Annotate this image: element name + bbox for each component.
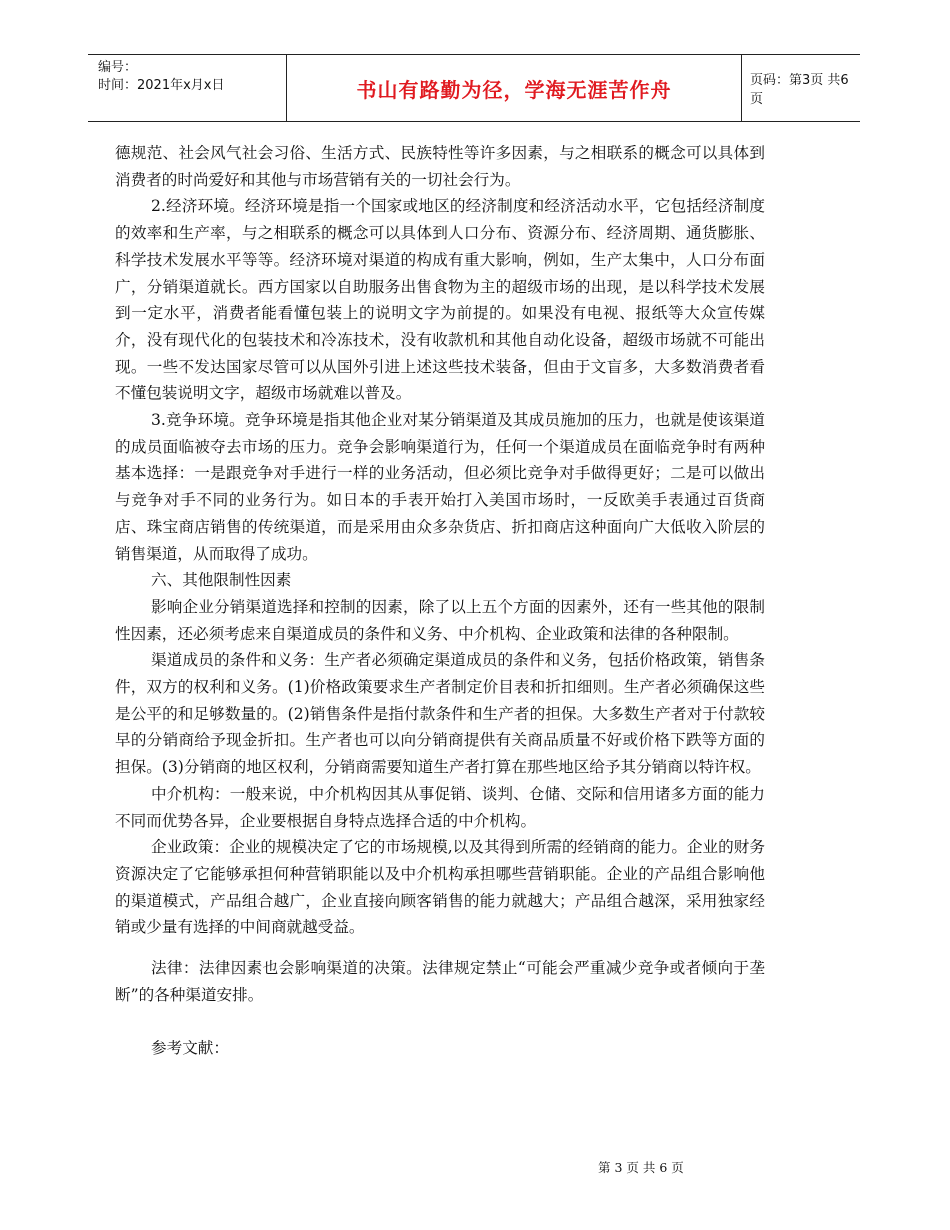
time-label: 时间：2021年x月x日 (98, 78, 225, 93)
paragraph-economic: 2.经济环境。经济环境是指一个国家或地区的经济制度和经济活动水平，它包括经济制度的效率和生产率，与之相联系的概念可以具体到人口分布、资源分布、经济周期、通货膨胀、科学技术发展水平等等。经济环境对渠道的构成有重大影响，例如，生产太集中，人口分布面广，分销渠道就长。西方国家以自助服务出售食物为主的超级市场的出现，是以科学技术发展到一定水平，消费者能看懂包装上的说明文字为前提的。如果没有电视、报纸等大众宣传媒介，没有现代化的包装技术和冷冻技术，没有收款机和其他自动化设备，超级市场就不可能出现。一些不发达国家尽管可以从国外引进上述这些技术装备，但由于文盲多，大多数消费者看不懂包装说明文字，超级市场就难以普及。 (115, 197, 765, 403)
spacer (115, 941, 765, 955)
paragraph-social: 德规范、社会风气社会习俗、生活方式、民族特性等许多因素，与之相联系的概念可以具体到消费者的时尚爱好和其他与市场营销有关的一切社会行为。 (115, 144, 765, 189)
header-motto-cell (286, 55, 742, 121)
paragraph-law: 法律：法律因素也会影响渠道的决策。法律规定禁止“可能会严重减少竞争或者倾向于垄断”的各种渠道安排。 (115, 959, 765, 1004)
references-heading: 参考文献： (151, 1038, 229, 1057)
page-label: 页码：第3页 共6页 (750, 73, 849, 107)
paragraph-competition: 3.竞争环境。竞争环境是指其他企业对某分销渠道及其成员施加的压力，也就是使该渠道的成员面临被夺去市场的压力。竞争会影响渠道行为，任何一个渠道成员在面临竞争时有两种基本选择：一是跟竞争对手进行一样的业务活动，但必须比竞争对手做得更好；二是可以做出与竞争对手不同的业务行为。如日本的手表开始打入美国市场时，一反欧美手表通过百货商店、珠宝商店销售的传统渠道，而是采用由众多杂货店、折扣商店这种面向广大低收入阶层的销售渠道，从而取得了成功。 (115, 411, 765, 563)
header-page-cell (740, 55, 860, 121)
paragraph-channel-members: 渠道成员的条件和义务：生产者必须确定渠道成员的条件和义务，包括价格政策，销售条件，双方的权利和义务。(1)价格政策要求生产者制定价目表和折扣细则。生产者必须确保这些是公平的和足够数量的。(2)销售条件是指付款条件和生产者的担保。大多数生产者对于付款较早的分销商给予现金折扣。生产者也可以向分销商提供有关商品质量不好或价格下跌等方面的担保。(3)分销商的地区权利，分销商需要知道生产者打算在那些地区给予其分销商以特许权。 (115, 651, 765, 777)
motto: 书山有路勤为径，学海无涯苦作舟 (356, 77, 672, 102)
document-body (115, 140, 765, 1061)
paragraph-other-factors: 影响企业分销渠道选择和控制的因素，除了以上五个方面的因素外，还有一些其他的限制性因素，还必须考虑来自渠道成员的条件和义务、中介机构、企业政策和法律的各种限制。 (115, 597, 765, 643)
spacer (115, 1009, 765, 1035)
header-meta (88, 55, 286, 121)
page-header (88, 54, 860, 122)
paragraph-intermediaries: 中介机构：一般来说，中介机构因其从事促销、谈判、仓储、交际和信用诸多方面的能力不同而优势各异，企业要根据自身特点选择合适的中介机构。 (115, 784, 765, 830)
page-footer: 第 3 页 共 6 页 (598, 1160, 684, 1175)
section-heading: 六、其他限制性因素 (151, 571, 292, 590)
number-label: 编号： (98, 60, 138, 75)
paragraph-company-policy: 企业政策：企业的规模决定了它的市场规模,以及其得到所需的经销商的能力。企业的财务资源决定了它能够承担何种营销职能以及中介机构承担哪些营销职能。企业的产品组合影响他的渠道模式，产品组合越广，企业直接向顾客销售的能力就越大；产品组合越深，采用独家经销或少量有选择的中间商就越受益。 (115, 838, 765, 937)
